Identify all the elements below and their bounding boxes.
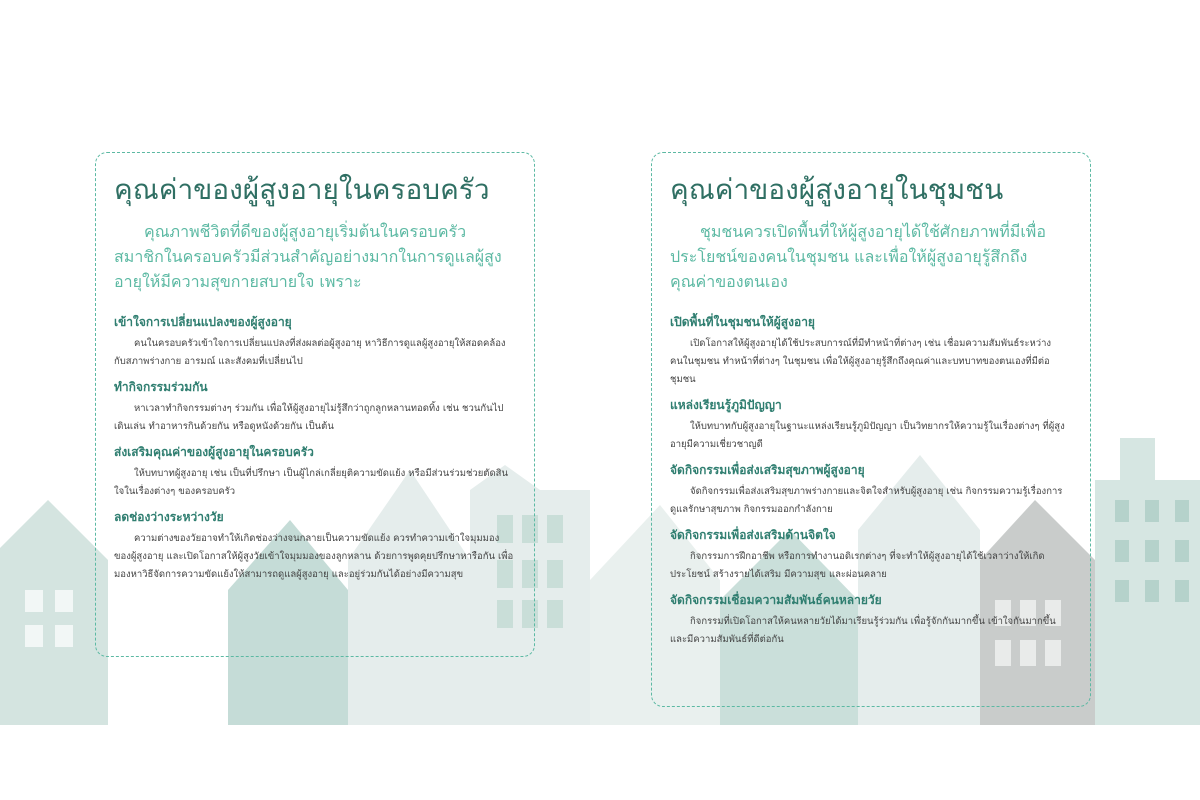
- section-heading: ลดช่องว่างระหว่างวัย: [114, 510, 224, 524]
- section-promote-value: [114, 444, 516, 501]
- house-window: [55, 625, 73, 647]
- family-card-title: คุณค่าของผู้สูงอายุในครอบครัว: [114, 173, 490, 206]
- section-body: ให้บทบาทผู้สูงอายุ เช่น เป็นที่ปรึกษา เป็นผู้ไกล่เกลี่ยยุติความขัดแย้ง หรือมีส่วนร่วมช่วยตัดสินใจในเรื่องต่างๆ ของครอบครัว: [114, 468, 508, 497]
- section-health-activities: [670, 462, 1072, 519]
- community-card-intro: ชุมชนควรเปิดพื้นที่ให้ผู้สูงอายุได้ใช้ศักยภาพที่มีเพื่อประโยชน์ของคนในชุมชน และเพื่อให้ผู้สูงอายุรู้สึกถึงคุณค่าของตนเอง: [670, 222, 1046, 291]
- section-activities-together: [114, 379, 516, 436]
- house-window: [1115, 540, 1129, 562]
- house-window: [1175, 500, 1189, 522]
- house-window: [25, 625, 43, 647]
- section-body: กิจกรรมที่เปิดโอกาสให้คนหลายวัยได้มาเรียนรู้ร่วมกัน เพื่อรู้จักกันมากขึ้น เข้าใจกันมากขึ้น และมีความสัมพันธ์ที่ดีต่อกัน: [670, 616, 1056, 645]
- section-wisdom-source: [670, 397, 1072, 454]
- section-heading: เข้าใจการเปลี่ยนแปลงของผู้สูงอายุ: [114, 315, 292, 329]
- house-window: [547, 515, 563, 543]
- house-window: [55, 590, 73, 612]
- section-reduce-gap: [114, 509, 516, 584]
- family-value-card: [95, 152, 535, 657]
- section-intergenerational: [670, 592, 1072, 649]
- section-heading: ทำกิจกรรมร่วมกัน: [114, 380, 208, 394]
- house-window: [1115, 580, 1129, 602]
- house-window: [1175, 540, 1189, 562]
- section-mind-activities: [670, 527, 1072, 584]
- house-window: [547, 600, 563, 628]
- family-card-intro: คุณภาพชีวิตที่ดีของผู้สูงอายุเริ่มต้นในครอบครัว สมาชิกในครอบครัวมีส่วนสำคัญอย่างมากในการดูแลผู้สูงอายุให้มีความสุขกายสบายใจ เพราะ: [114, 222, 502, 291]
- community-value-card: [651, 152, 1091, 707]
- section-heading: จัดกิจกรรมเชื่อมความสัมพันธ์คนหลายวัย: [670, 593, 882, 607]
- house-window: [1145, 500, 1159, 522]
- section-body: จัดกิจกรรมเพื่อส่งเสริมสุขภาพร่างกายและจิตใจสำหรับผู้สูงอายุ เช่น กิจกรรมความรู้เรื่องการดูแลรักษาสุขภาพ กิจกรรมออกกำลังกาย: [670, 486, 1063, 515]
- section-heading: จัดกิจกรรมเพื่อส่งเสริมสุขภาพผู้สูงอายุ: [670, 463, 865, 477]
- section-heading: ส่งเสริมคุณค่าของผู้สูงอายุในครอบครัว: [114, 445, 314, 459]
- section-heading: แหล่งเรียนรู้ภูมิปัญญา: [670, 398, 782, 412]
- section-body: กิจกรรมการฝึกอาชีพ หรือการทำงานอดิเรกต่างๆ ที่จะทำให้ผู้สูงอายุได้ใช้เวลาว่างให้เกิดประโยชน์ สร้างรายได้เสริม มีความสุข และผ่อนคลาย: [670, 551, 1045, 580]
- section-body: ให้บทบาทกับผู้สูงอายุในฐานะแหล่งเรียนรู้ภูมิปัญญา เป็นวิทยากรให้ความรู้ในเรื่องต่างๆ ที่ผู้สูงอายุมีความเชี่ยวชาญดี: [670, 421, 1065, 450]
- community-card-title: คุณค่าของผู้สูงอายุในชุมชน: [670, 173, 1004, 206]
- house-window: [547, 560, 563, 588]
- section-body: หาเวลาทำกิจกรรมต่างๆ ร่วมกัน เพื่อให้ผู้สูงอายุไม่รู้สึกว่าถูกลูกหลานทอดทิ้ง เช่น ชวนกันไปเดินเล่น ทำอาหารกินด้วยกัน หรือดูหนังด้วยกัน เป็นต้น: [114, 403, 504, 432]
- section-body: คนในครอบครัวเข้าใจการเปลี่ยนแปลงที่ส่งผลต่อผู้สูงอายุ หาวิธีการดูแลผู้สูงอายุให้สอดคล้องกับสภาพร่างกาย อารมณ์ และสังคมที่เปลี่ยนไป: [114, 338, 506, 367]
- house-window: [1115, 500, 1129, 522]
- house-window: [1145, 580, 1159, 602]
- section-heading: จัดกิจกรรมเพื่อส่งเสริมด้านจิตใจ: [670, 528, 836, 542]
- house-silhouette: [0, 500, 108, 725]
- section-understand-changes: [114, 314, 516, 371]
- house-window: [25, 590, 43, 612]
- house-window: [1145, 540, 1159, 562]
- house-window: [1175, 580, 1189, 602]
- section-body: ความต่างของวัยอาจทำให้เกิดช่องว่างจนกลายเป็นความขัดแย้ง ควรทำความเข้าใจมุมมองของผู้สูงอายุ และเปิดโอกาสให้ผู้สูงวัยเข้าใจมุมมองของลูกหลาน ด้วยการพูดคุยปรึกษาหารือกัน เพื่อมองหาวิธีจัดการความขัดแย้งให้สามารถดูแลผู้สูงอายุ และอยู่ร่วมกันได้อย่างมีความสุข: [114, 533, 514, 580]
- section-body: เปิดโอกาสให้ผู้สูงอายุได้ใช้ประสบการณ์ที่มีทำหน้าที่ต่างๆ เช่น เชื่อมความสัมพันธ์ระหว่างคนในชุมชน ทำหน้าที่ต่างๆ ในชุมชน เพื่อให้ผู้สูงอายุรู้สึกถึงคุณค่าและบทบาทของตนเองที่มีต่อชุมชน: [670, 338, 1052, 385]
- section-heading: เปิดพื้นที่ในชุมชนให้ผู้สูงอายุ: [670, 315, 815, 329]
- section-open-space: [670, 314, 1072, 389]
